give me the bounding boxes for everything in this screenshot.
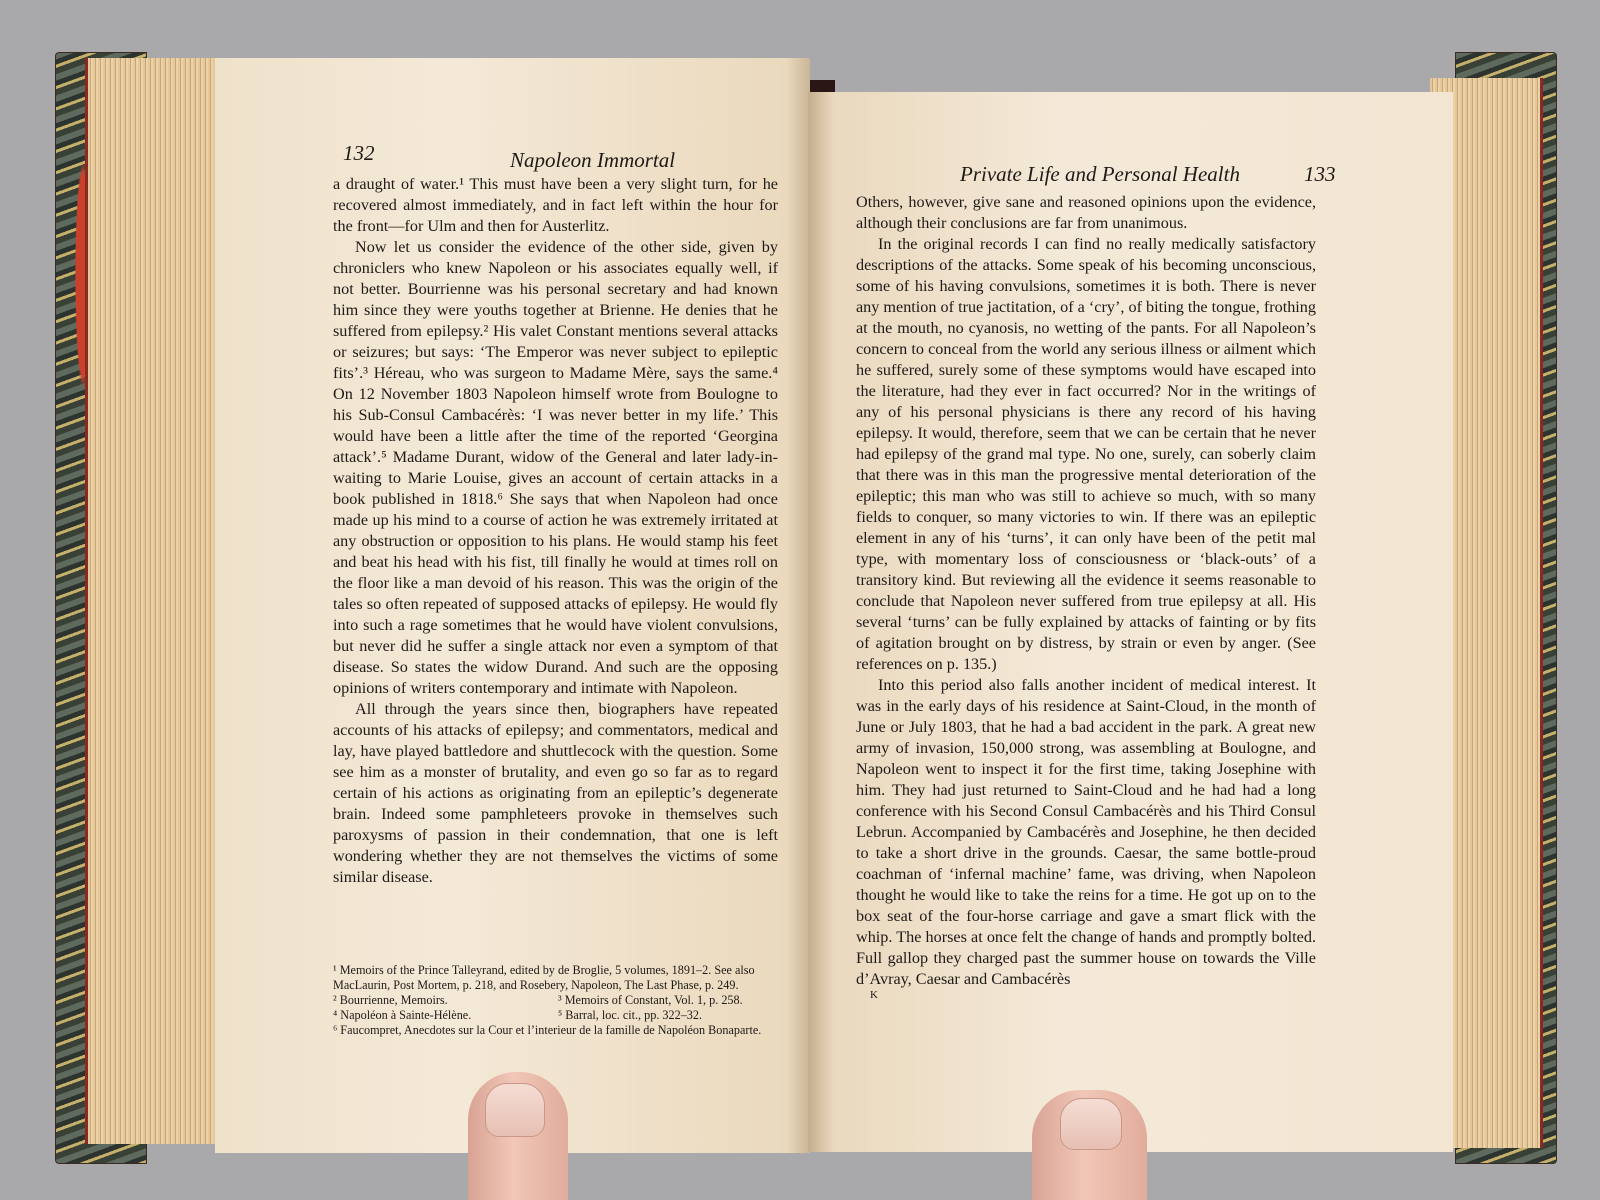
footnote: ⁶ Faucompret, Anecdotes sur la Cour et l’interieur de la famille de Napoléon Bonaparte. (333, 1023, 762, 1037)
page-edges-left (85, 58, 223, 1144)
right-thumbnail (1060, 1098, 1122, 1150)
paragraph: a draught of water.¹ This must have been a very slight turn, for he recovered almost immediately, and in fact left within the hour for the front—for Ulm and then for Austerlitz. (333, 175, 778, 235)
right-page (808, 92, 1453, 1152)
footnote-row (333, 993, 783, 1008)
running-head: Private Life and Personal Health (960, 162, 1240, 186)
footnote: ³ Memoirs of Constant, Vol. 1, p. 258. (558, 993, 743, 1007)
page-number: 132 (343, 141, 375, 165)
paragraph: Others, however, give sane and reasoned opinions upon the evidence, although their conclusions are far from unanimous. (856, 193, 1316, 232)
paragraph: In the original records I can find no really medically satisfactory descriptions of the attacks. Some speak of his becoming unconscious, some of his having convulsions, sometimes it is both. There is never any mention of true jactitation, of a ‘cry’, of biting the tongue, frothing at the mouth, no cyanosis, no wetting of the pants. For all Napoleon’s concern to conceal from the world any serious illness or ailment which he suffered, surely some of these symptoms would have escaped into the literature, had they ever in fact occurred? Nor in the writings of any of his personal physicians is there any record of his having epilepsy. It would, therefore, seem that we can be certain that he never had epilepsy of the grand mal type. No one, surely, can soberly claim that there was in this man the progressive mental deterioration of the epileptic; this man who was still to achieve so much, with so many fields to conquer, so many victories to win. If there was an epileptic element in any of his ‘turns’, it can only have been of the petit mal type, with momentary loss of consciousness or ‘black-outs’ of a transitory kind. But reviewing all the evidence it seems reasonable to conclude that Napoleon never suffered from true epilepsy at all. His several ‘turns’ can be fully explained by attacks of fainting or by fits of agitation brought on by distress, by strain or even by anger. (See references on p. 135.) (856, 235, 1316, 673)
footnote: ⁵ Barral, loc. cit., pp. 322–32. (558, 1008, 703, 1022)
left-thumbnail (485, 1083, 545, 1137)
footnotes (333, 963, 783, 1038)
footnote: ² Bourrienne, Memoirs. (333, 993, 448, 1007)
left-page (215, 58, 810, 1153)
footnote: ⁴ Napoléon à Sainte-Hélène. (333, 1008, 472, 1022)
footnote-row (333, 1008, 783, 1023)
page-number: 133 (1304, 162, 1336, 186)
running-head: Napoleon Immortal (510, 148, 676, 172)
signature-mark: K (870, 989, 878, 1001)
footnote: ¹ Memoirs of the Prince Talleyrand, edited by de Broglie, 5 volumes, 1891–2. See also MacLaurin, Post Mortem, p. 218, and Rosebery, Napoleon, The Last Phase, p. 249. (333, 963, 755, 992)
body-text (856, 192, 1316, 990)
body-text (333, 174, 778, 888)
paragraph: Into this period also falls another incident of medical interest. It was in the early days of his residence at Saint-Cloud, in the month of June or July 1803, that he had a bad accident in the park. A great new army of invasion, 150,000 strong, was assembling at Boulogne, and Napoleon went to inspect it for the first time, taking Josephine with him. They had just returned to Saint-Cloud and he had had a long conference with his Second Consul Cambacérès and his Third Consul Lebrun. Accompanied by Cambacérès and Josephine, he then decided to take a short drive in the grounds. Caesar, the same bottle-proud coachman of ‘infernal machine’ fame, was driving, when Napoleon thought he would like to take the reins for a time. He got up on to the box seat of the four-horse carriage and gave a smart flick with the whip. The horses at once felt the change of hands and promptly bolted. Full gallop they charged past the summer house on towards the Ville d’Avray, Caesar and Cambacérès (856, 676, 1316, 988)
paragraph: All through the years since then, biographers have repeated accounts of his attacks of epilepsy; and commentators, medical and lay, have played battledore and shuttlecock with the question. Some see him as a monster of brutality, and even go so far as to regard certain of his actions as originating from an epileptic’s degenerate brain. Indeed some pamphleteers provoke in themselves such paroxysms of passion in their condemnation, that one is left wondering whether they are not themselves the victims of some similar disease. (333, 700, 778, 886)
paragraph: Now let us consider the evidence of the other side, given by chroniclers who knew Napoleon or his associates equally well, if not better. Bourrienne was his personal secretary and had known him since they were youths together at Brienne. He denies that he suffered from epilepsy.² His valet Constant mentions several attacks or seizures; but says: ‘The Emperor was never subject to epileptic fits’.³ Héreau, who was surgeon to Madame Mère, says the same.⁴ On 12 November 1803 Napoleon himself wrote from Boulogne to his Sub-Consul Cambacérès: ‘I was never better in my life.’ This would have been a little after the time of the reported ‘Georgina attack’.⁵ Madame Durant, widow of the General and later lady-in-waiting to Marie Louise, gives an account of certain attacks in a book published in 1818.⁶ She says that when Napoleon had once made up his mind to a course of action he was extremely irritated at any obstruction or opposition to his plans. He would stamp his feet and beat his head with his fist, till finally he would at times roll on the floor like a man devoid of his reason. This was the origin of the tales so often repeated of supposed attacks of epilepsy. He would fly into such a rage sometimes that he would have violent convulsions, but never did he suffer a single attack nor even a symptom of that disease. So states the widow Durand. And such are the opposing opinions of writers contemporary and intimate with Napoleon. (333, 238, 778, 697)
